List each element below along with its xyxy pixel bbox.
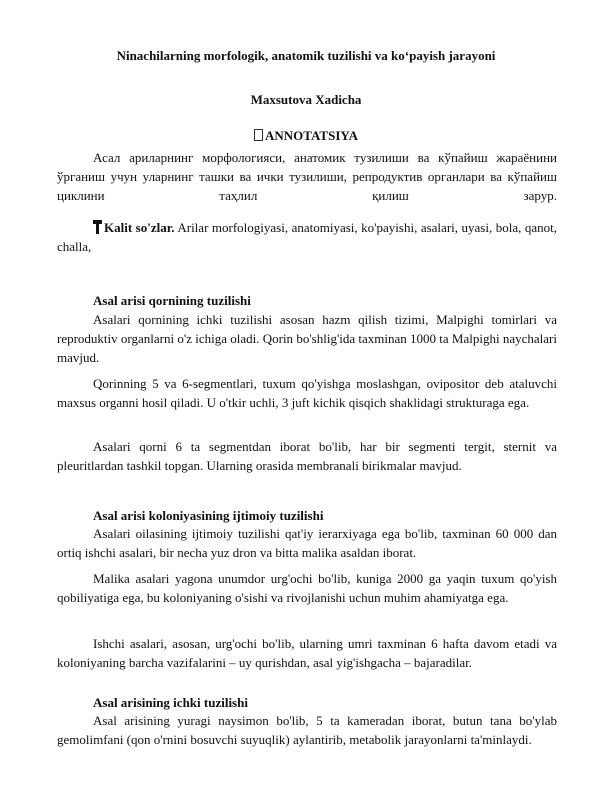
keywords-text: Arilar morfologiyasi, anatomiyasi, ko'payishi, asalari, uyasi, bola, qanot, challa, [57, 220, 557, 255]
section-heading-abdomen: Asal arisi qornining tuzilishi [93, 293, 251, 308]
missing-glyph-icon [254, 129, 263, 141]
annotation-text: Асал ариларнинг морфологияси, анатомик тузилиши ва кўпайиш жараёнини ўрганиш учун уларнинг ташки ва ички тузилиши, репродуктив органлари ва кўпайиш циклини таҳлил қилиш зарур. [57, 150, 557, 204]
annotation-heading [0, 128, 612, 144]
document-title: Ninachilarning morfologik, anatomik tuzilishi va ko‘payish jarayoni [116, 48, 496, 63]
keywords-paragraph [57, 218, 557, 256]
section-heading-internal: Asal arisining ichki tuzilishi [93, 695, 248, 710]
author-name: Maxsutova Xadicha [250, 92, 362, 107]
section-colony-paragraph-1: Asalari oilasining ijtimoiy tuzilishi qat'iy ierarxiyaga ega bo'lib, taxminan 60 000 dan ortiq ishchi asalari, bir necha yuz dron va bitta malika asaldan iborat. [57, 526, 557, 561]
section-colony-paragraph-2: Malika asalari yagona unumdor urg'ochi bo'lib, kuniga 2000 ga yaqin tuxum qo'yish qobiliyatiga ega, bu koloniyaning o'sishi va rivojlanishi uchun muhim ahamiyatga ega. [57, 571, 557, 606]
section-abdomen-paragraph-1: Asalari qornining ichki tuzilishi asosan hazm qilish tizimi, Malpighi tomirlari va reproduktiv organlarni o'z ichiga oladi. Qorin bo'shlig'ida taxminan 1000 ta Malpighi naychalari mavjud. [57, 312, 557, 366]
section-abdomen-paragraph-3: Asalari qorni 6 ta segmentdan iborat bo'lib, har bir segmenti tergit, sternit va pleuritlardan tashkil topgan. Ularning orasida membranali birikmalar mavjud. [57, 439, 557, 474]
pushpin-icon [93, 220, 102, 234]
section-abdomen-paragraph-2: Qorinning 5 va 6-segmentlari, tuxum qo'yishga moslashgan, ovipositor deb ataluvchi maxsus organni hosil qiladi. U o'tkir uchli, 3 juft kichik qisqich shaklidagi strukturaga ega. [57, 376, 557, 411]
section-colony-paragraph-3: Ishchi asalari, asosan, urg'ochi bo'lib, ularning umri taxminan 6 hafta davom etadi va koloniyaning barcha vazifalarini – uy qurishdan, asal yig'ishgacha – bajaradilar. [57, 636, 557, 671]
keywords-label: Kalit so'zlar. [104, 220, 175, 235]
section-internal-paragraph-1: Asal arisining yuragi naysimon bo'lib, 5 ta kameradan iborat, butun tana bo'ylab gemolimfani (qon o'rnini bosuvchi suyuqlik) aylantirib, metabolik jarayonlarni ta'minlaydi. [57, 713, 557, 748]
annotation-heading-text: ANNOTATSIYA [265, 128, 358, 143]
section-heading-colony: Asal arisi koloniyasining ijtimoiy tuzilishi [93, 508, 324, 523]
